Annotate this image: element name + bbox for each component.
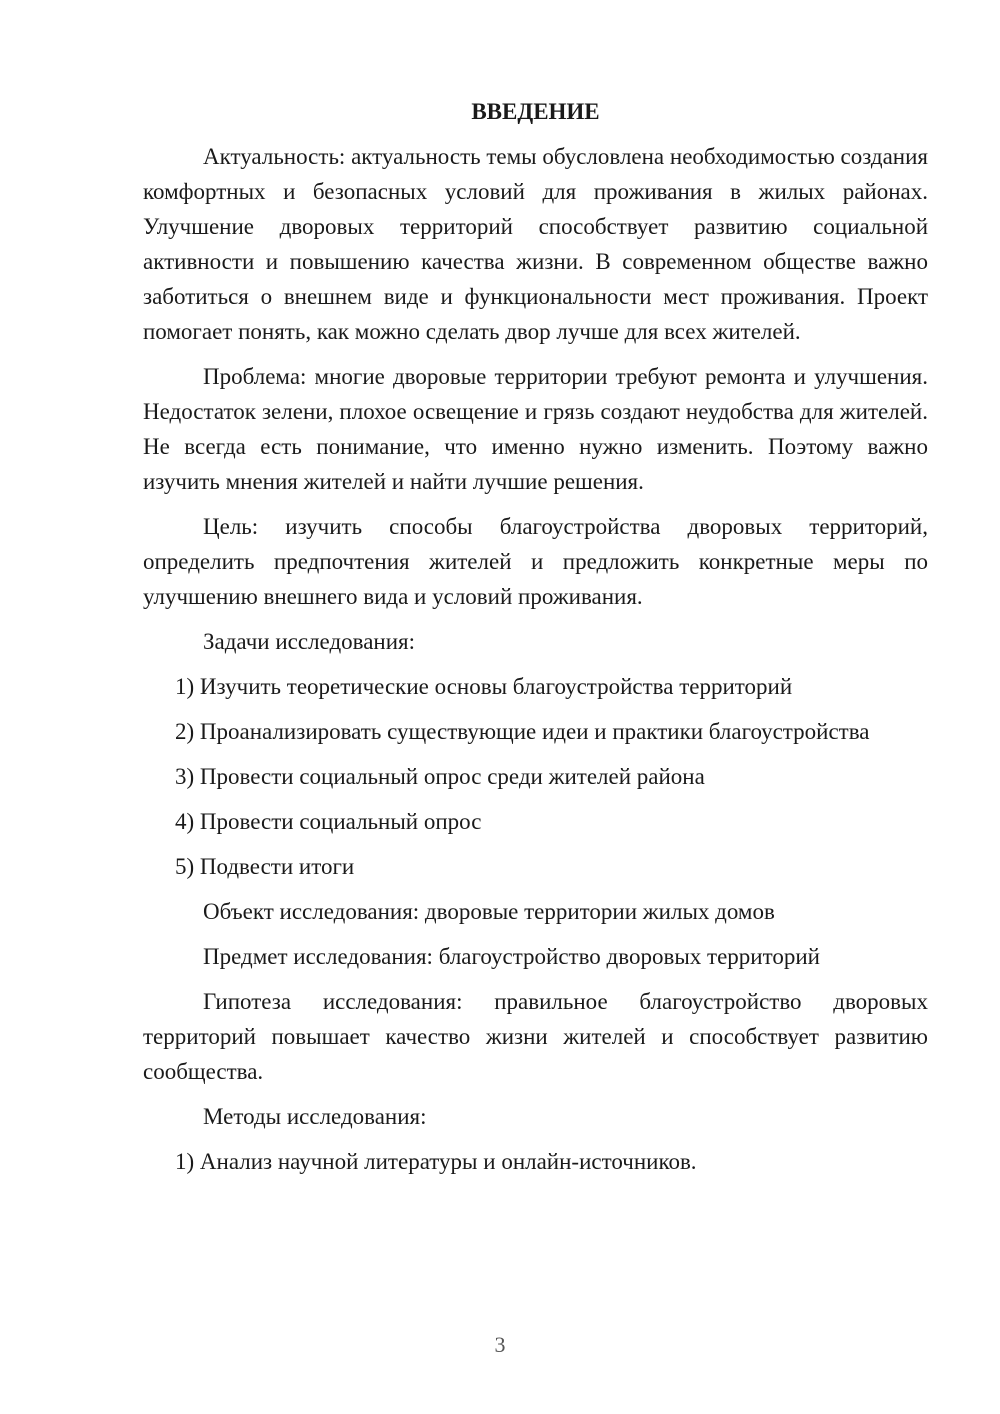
problem-paragraph: Проблема: многие дворовые территории требуют ремонта и улучшения. Недостаток зелени, плохое освещение и грязь создают неудобства для жителей. Не всегда есть понимание, что именно нужно изменить. Поэтому важно изучить мнения жителей и найти лучшие решения. [143, 364, 928, 494]
task-item-1: 1) Изучить теоретические основы благоустройства территорий [175, 674, 793, 699]
research-object: Объект исследования: дворовые территории жилых домов [203, 899, 775, 924]
section-heading: ВВЕДЕНИЕ [471, 99, 600, 124]
task-item-5: 5) Подвести итоги [175, 854, 355, 879]
page-content [143, 94, 928, 1189]
goal-paragraph: Цель: изучить способы благоустройства дворовых территорий, определить предпочтения жителей и предложить конкретные меры по улучшению внешнего вида и условий проживания. [143, 514, 928, 609]
method-item-1: 1) Анализ научной литературы и онлайн-источников. [175, 1149, 697, 1174]
methods-heading: Методы исследования: [203, 1104, 427, 1129]
task-item-3: 3) Провести социальный опрос среди жителей района [175, 764, 705, 789]
relevance-paragraph: Актуальность: актуальность темы обусловлена необходимостью создания комфортных и безопасных условий для проживания в жилых районах. Улучшение дворовых территорий способствует развитию социальной активности и повышению качества жизни. В современном обществе важно заботиться о внешнем виде и функциональности мест проживания. Проект помогает понять, как можно сделать двор лучше для всех жителей. [143, 144, 929, 344]
hypothesis-paragraph: Гипотеза исследования: правильное благоустройство дворовых территорий повышает качество жизни жителей и способствует развитию сообщества. [143, 989, 928, 1084]
task-item-2: 2) Проанализировать существующие идеи и практики благоустройства [175, 719, 870, 744]
research-subject: Предмет исследования: благоустройство дворовых территорий [203, 944, 820, 969]
page-number: 3 [494, 1332, 506, 1357]
tasks-heading: Задачи исследования: [203, 629, 416, 654]
task-item-4: 4) Провести социальный опрос [175, 809, 482, 834]
